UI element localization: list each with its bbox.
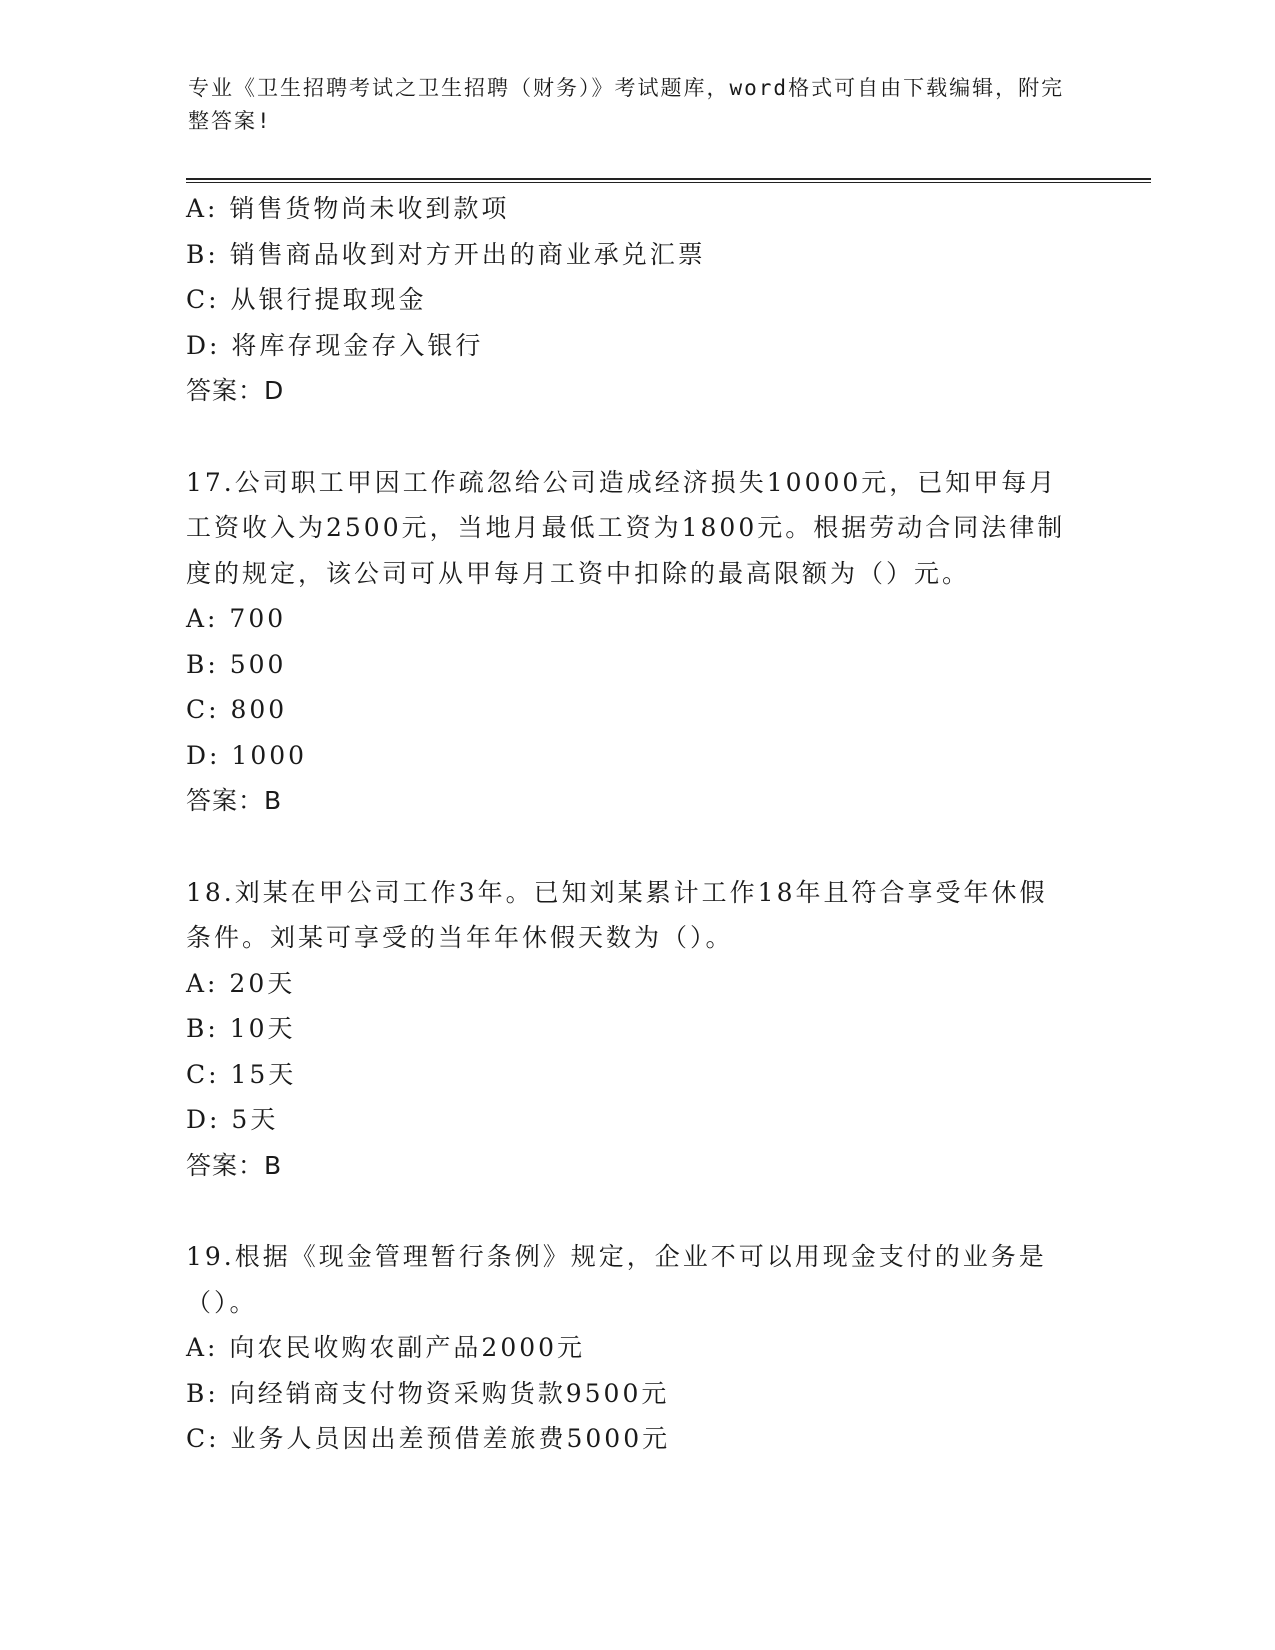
spacer bbox=[186, 414, 1086, 460]
option-c: C: 800 bbox=[186, 695, 288, 724]
option-a: A: 700 bbox=[186, 604, 287, 633]
option-d: D: 将库存现金存入银行 bbox=[186, 330, 484, 360]
spacer bbox=[186, 824, 1086, 870]
spacer bbox=[186, 1188, 1086, 1234]
question-text: 17.公司职工甲因工作疏忽给公司造成经济损失10000元，已知甲每月工资收入为2500元，当地月最低工资为1800元。根据劳动合同法律制度的规定，该公司可从甲每月工资中扣除的最高限额为（）元。 bbox=[186, 467, 1066, 588]
question-19 bbox=[186, 1234, 1086, 1462]
question-text: 19.根据《现金管理暂行条例》规定，企业不可以用现金支付的业务是（）。 bbox=[186, 1242, 1047, 1317]
header-divider bbox=[186, 178, 1151, 183]
answer-text: 答案：B bbox=[186, 786, 283, 815]
document-header: 专业《卫生招聘考试之卫生招聘（财务）》考试题库，word格式可自由下载编辑，附完整答案! bbox=[188, 76, 1065, 133]
question-text: 18.刘某在甲公司工作3年。已知刘某累计工作18年且符合享受年休假条件。刘某可享受的当年年休假天数为（）。 bbox=[186, 877, 1048, 952]
question-16 bbox=[186, 186, 1086, 414]
option-b: B: 500 bbox=[186, 649, 287, 679]
option-d: D: 5天 bbox=[186, 1105, 279, 1134]
question-17 bbox=[186, 460, 1086, 824]
option-b: B: 向经销商支付物资采购货款9500元 bbox=[186, 1378, 670, 1408]
answer-text: 答案：B bbox=[186, 1150, 283, 1180]
option-c: C: 业务人员因出差预借差旅费5000元 bbox=[186, 1424, 671, 1453]
option-d: D: 1000 bbox=[186, 740, 308, 770]
option-c: C: 从银行提取现金 bbox=[186, 285, 427, 314]
question-18 bbox=[186, 870, 1086, 1189]
option-c: C: 15天 bbox=[186, 1059, 297, 1089]
option-a: A: 销售货物尚未收到款项 bbox=[186, 194, 510, 223]
document-body bbox=[186, 186, 1086, 1462]
option-b: B: 销售商品收到对方开出的商业承兑汇票 bbox=[186, 239, 706, 269]
option-b: B: 10天 bbox=[186, 1014, 296, 1043]
option-a: A: 向农民收购农副产品2000元 bbox=[186, 1333, 586, 1362]
answer-text: 答案：D bbox=[186, 376, 285, 405]
option-a: A: 20天 bbox=[186, 968, 296, 998]
